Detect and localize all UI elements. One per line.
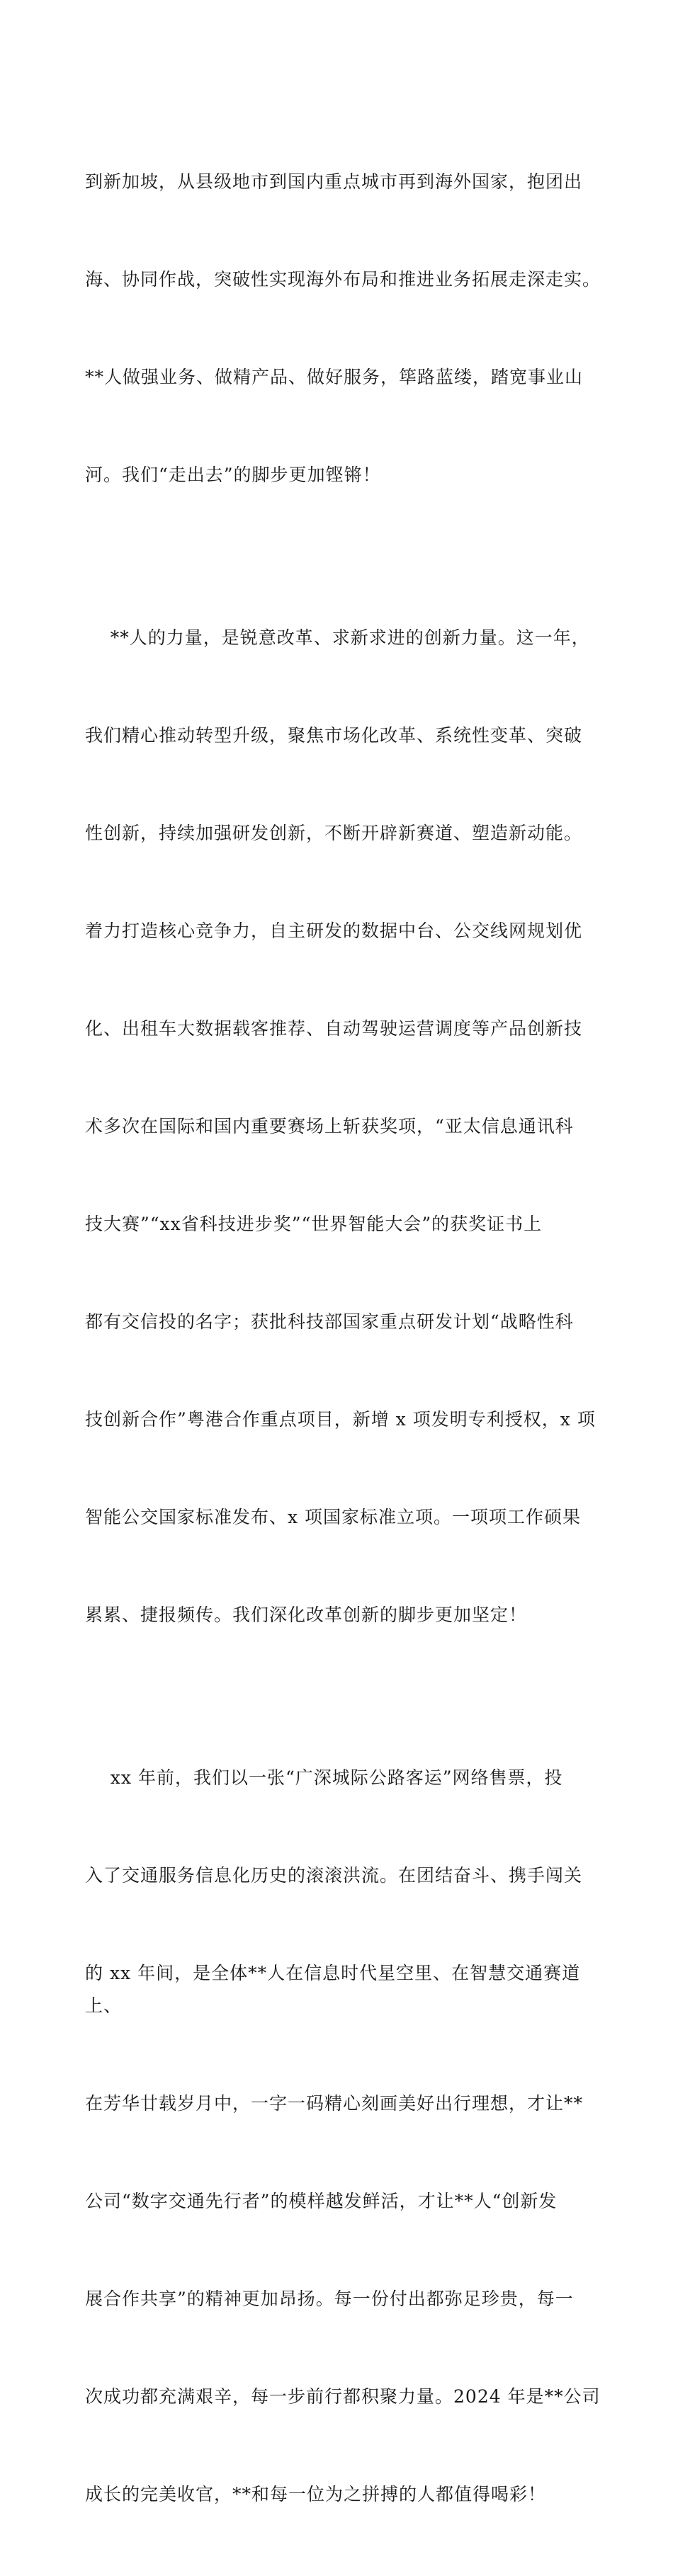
- text-line: 智能公交国家标准发布、x 项国家标准立项。一项项工作硕果: [85, 1507, 582, 1527]
- text-line: 在芳华廿载岁月中，一字一码精心刻画美好出行理想，才让**: [85, 2093, 584, 2114]
- text-line: 入了交通服务信息化历史的滚滚洪流。在团结奋斗、携手闯关: [85, 1865, 583, 1886]
- text-line: 性创新，持续加强研发创新，不断开辟新赛道、塑造新动能。: [85, 823, 583, 843]
- text-line: xx 年前，我们以一张“广深城际公路客运”网络售票，投: [85, 1767, 563, 1788]
- paragraph-1: [85, 101, 602, 557]
- text-line: 河。我们“走出去”的脚步更加铿锵！: [85, 465, 381, 485]
- text-line: 成长的完美收官，**和每一位为之拼搏的人都值得喝彩！: [85, 2484, 547, 2504]
- text-line: 术多次在国际和国内重要赛场上斩获奖项，“亚太信息通讯科: [85, 1116, 574, 1136]
- paragraph-3: [85, 1697, 602, 2576]
- text-line: 化、出租车大数据载客推荐、自动驾驶运营调度等产品创新技: [85, 1018, 583, 1039]
- body-text: [85, 101, 602, 2576]
- text-line: 海、协同作战，突破性实现海外布局和推进业务拓展走深走实。: [85, 269, 601, 290]
- text-line: 技大赛”“xx省科技进步奖”“世界智能大会”的获奖证书上: [85, 1214, 543, 1234]
- text-line: 我们精心推动转型升级，聚焦市场化改革、系统性变革、突破: [85, 725, 583, 746]
- text-line: 次成功都充满艰辛，每一步前行都积聚力量。2024 年是**公司: [85, 2386, 601, 2407]
- text-line: 都有交信投的名字；获批科技部国家重点研发计划“战略性科: [85, 1311, 574, 1332]
- text-line: 的 xx 年间，是全体**人在信息时代星空里、在智慧交通赛道上、: [85, 1963, 581, 2016]
- text-line: 着力打造核心竞争力，自主研发的数据中台、公交线网规划优: [85, 921, 583, 941]
- paragraph-2: [85, 557, 602, 1697]
- text-line: **人的力量，是锐意改革、求新求进的创新力量。这一年，: [85, 627, 590, 648]
- text-line: **人做强业务、做精产品、做好服务，筚路蓝缕，踏宽事业山: [85, 367, 584, 387]
- text-line: 技创新合作”粤港合作重点项目，新增 x 项发明专利授权，x 项: [85, 1409, 596, 1430]
- text-line: 到新加坡，从县级地市到国内重点城市再到海外国家，抱团出: [85, 171, 583, 192]
- text-line: 公司“数字交通先行者”的模样越发鲜活，才让**人“创新发: [85, 2191, 558, 2211]
- text-line: 累累、捷报频传。我们深化改革创新的脚步更加坚定！: [85, 1605, 528, 1625]
- text-line: 展合作共享”的精神更加昂扬。每一份付出都弥足珍贵，每一: [85, 2289, 574, 2309]
